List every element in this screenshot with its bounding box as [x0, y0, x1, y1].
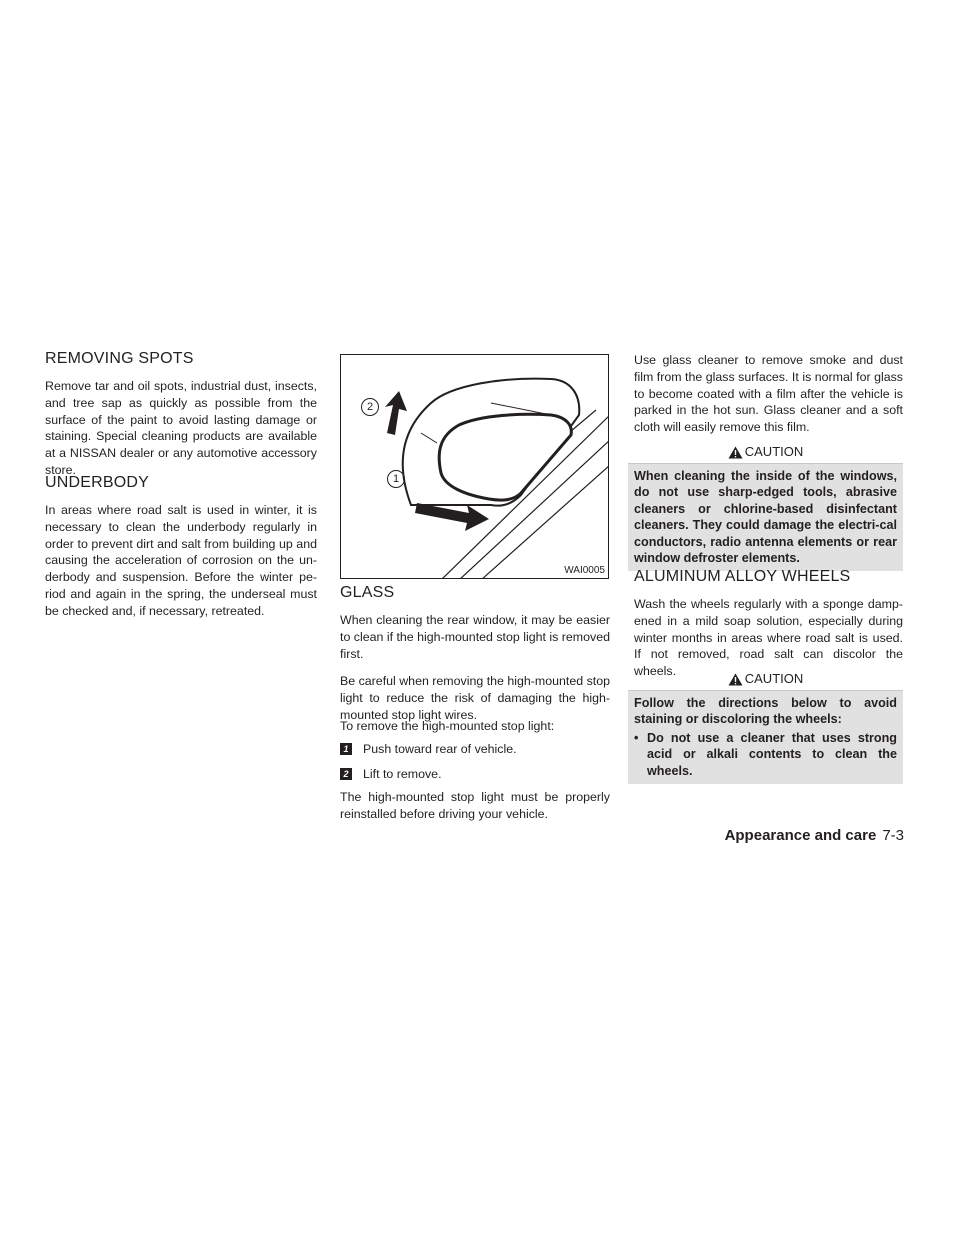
rear-window-illustration — [341, 355, 609, 579]
section-title: Appearance and care — [724, 827, 877, 844]
underbody-heading: UNDERBODY — [45, 474, 150, 491]
bullet-icon: • — [634, 730, 639, 745]
removing-spots-heading: REMOVING SPOTS — [45, 350, 194, 367]
glass-para-5: Use glass cleaner to remove smoke and dust film from the glass surfaces. It is normal for glass to become coated with a film after the vehicle is parked in the hot sun. Glass cleaner and a soft cloth will easily remove this film. — [634, 353, 903, 435]
caution-list-item — [634, 730, 897, 779]
underbody-text: In areas where road salt is used in winter, it is necessary to clean the underbody regularly in order to prevent dirt and salt from building up and causing the acceleration of corrosion on the un-derbody and suspension. Before the winter pe-riod and again in the spring, the underseal must be checked and, if necessary, retreated. — [45, 503, 317, 618]
warning-icon — [728, 446, 743, 459]
caution-label: CAUTION — [744, 671, 804, 686]
glass-caution-box — [628, 441, 903, 571]
callout-2: 2 — [361, 398, 379, 416]
wheels-heading: ALUMINUM ALLOY WHEELS — [634, 568, 851, 585]
glass-para-3: To remove the high-mounted stop light: — [340, 719, 555, 733]
removing-spots-text: Remove tar and oil spots, industrial dust, insects, and tree sap as quickly as possible from the surface of the paint to avoid lasting damage or staining. Special cleaning products are available at a NISSAN dealer or any automotive accessory store. — [45, 379, 317, 477]
caution-label: CAUTION — [744, 444, 804, 459]
caution-item-text: Do not use a cleaner that uses strong acid or alkali contents to clean the wheels. — [647, 730, 897, 778]
page-footer — [690, 827, 904, 844]
glass-para-4: The high-mounted stop light must be properly reinstalled before driving your vehicle. — [340, 790, 610, 821]
warning-icon — [728, 673, 743, 686]
caution-text: When cleaning the inside of the windows, do not use sharp-edged tools, abrasive cleaners or chlorine-based disinfectant cleaners. They could damage the electri-cal conductors, radio antenna elements or rear window defroster elements. — [628, 464, 903, 571]
step-2-number: 2 — [340, 768, 352, 780]
step-1-text: Push toward rear of vehicle. — [363, 742, 517, 756]
step-1-number: 1 — [340, 743, 352, 755]
glass-heading: GLASS — [340, 584, 395, 601]
step-2-text: Lift to remove. — [363, 767, 442, 781]
callout-1: 1 — [387, 470, 405, 488]
page-number: 7-3 — [882, 827, 904, 844]
wheels-caution-box — [628, 668, 903, 784]
glass-para-2: Be careful when removing the high-mounted stop light to reduce the risk of damaging the high-mounted stop light wires. — [340, 674, 610, 722]
caution-header — [628, 668, 903, 691]
stop-light-figure — [340, 354, 609, 579]
wheels-text: Wash the wheels regularly with a sponge damp-ened in a mild soap solution, especially during winter months in areas where road salt is used. If not removed, road salt can discolor the wheels. — [634, 597, 903, 679]
caution-intro: Follow the directions below to avoid staining or discoloring the wheels: — [634, 696, 897, 727]
glass-para-1: When cleaning the rear window, it may be easier to clean if the high-mounted stop light is removed first. — [340, 613, 610, 661]
figure-code: WAI0005 — [564, 565, 605, 576]
caution-header — [628, 441, 903, 464]
caution-content — [628, 691, 903, 784]
